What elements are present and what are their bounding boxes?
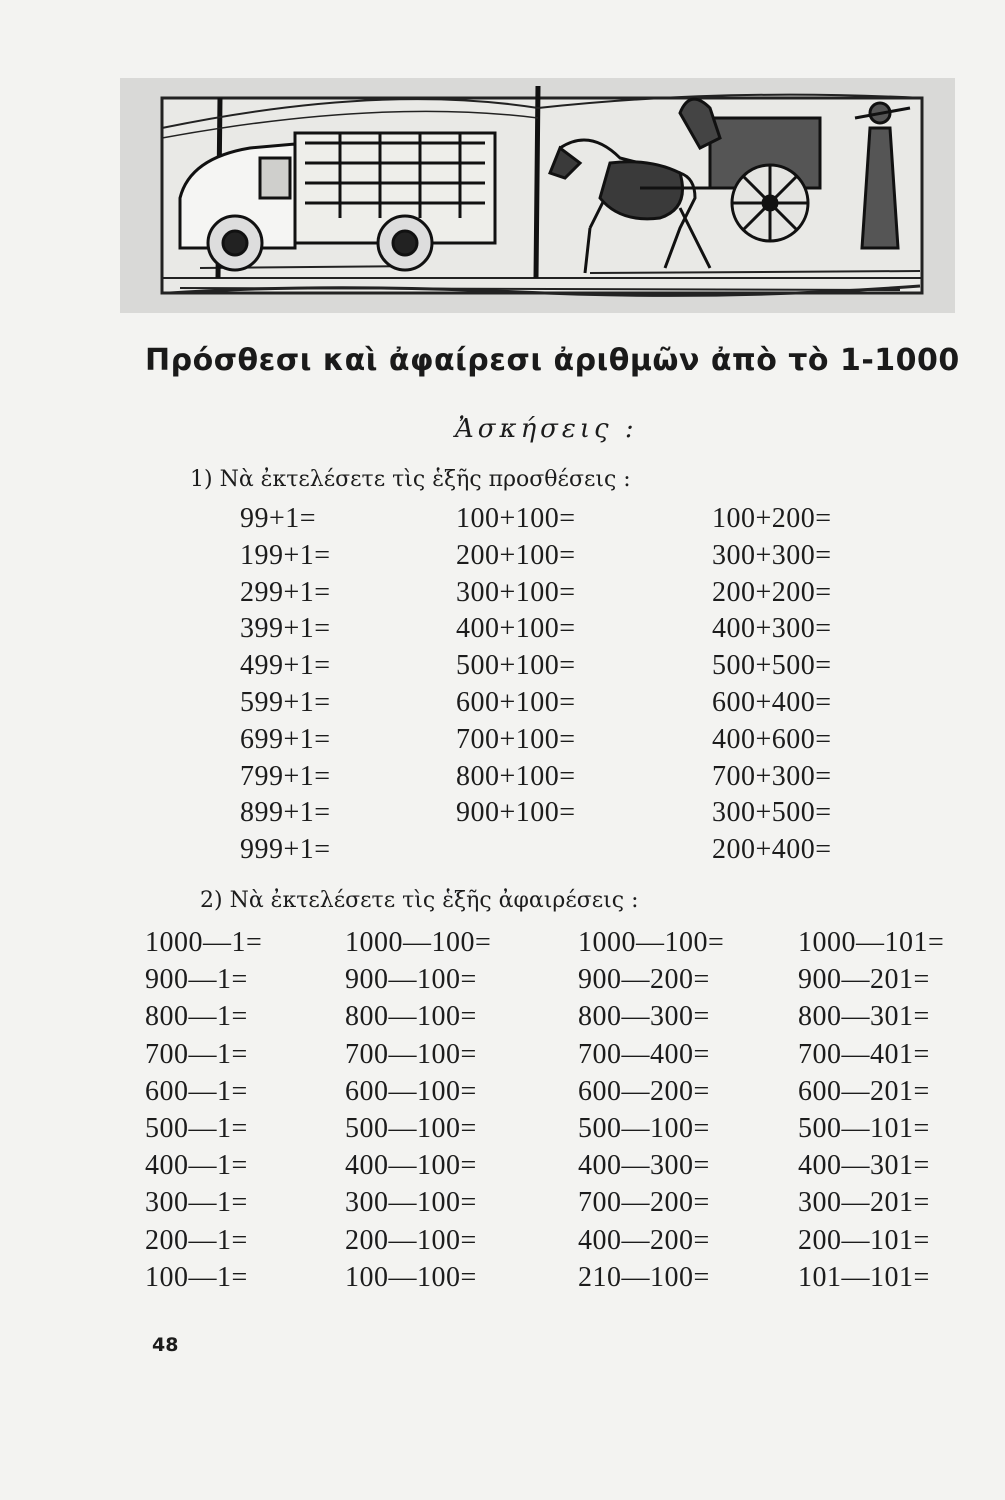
exercise-item: 400+100=: [456, 613, 576, 645]
exercise-item: 700+300=: [712, 760, 832, 792]
exercise-item: 700—200=: [578, 1187, 710, 1219]
exercise-item: 400—1=: [145, 1150, 248, 1182]
exercise-item: 299+1=: [240, 576, 331, 608]
exercise-item: 300—100=: [345, 1187, 477, 1219]
exercise-item: 400—301=: [798, 1150, 930, 1182]
subtraction-column-2: [345, 924, 491, 1296]
exercise-item: 800—1=: [145, 1001, 248, 1033]
exercise-item: 200+200=: [712, 576, 832, 608]
exercise-item: 300—1=: [145, 1187, 248, 1219]
exercise-item: 1000—101=: [798, 927, 945, 958]
exercise-item: 800—100=: [345, 1001, 477, 1033]
street-scene-illustration: [120, 78, 955, 313]
exercise-item: 399+1=: [240, 613, 331, 645]
exercise-item: 999+1=: [240, 834, 331, 866]
exercise-item: 500—1=: [145, 1112, 248, 1144]
exercise-item: 500—101=: [798, 1112, 930, 1144]
exercise-item: 400+300=: [712, 613, 832, 645]
exercise-item: 100+200=: [712, 503, 832, 534]
exercise-item: 500+500=: [712, 650, 832, 682]
exercise-item: 600—100=: [345, 1075, 477, 1107]
exercise-item: 100—1=: [145, 1261, 248, 1293]
exercise-item: 300—201=: [798, 1187, 930, 1219]
exercise-item: 200—101=: [798, 1224, 930, 1256]
exercise-item: 500—100=: [345, 1112, 477, 1144]
exercise-item: 700—100=: [345, 1038, 477, 1070]
exercise-item: 700—400=: [578, 1038, 710, 1070]
exercise-item: 200—1=: [145, 1224, 248, 1256]
exercise-item: 1000—100=: [578, 927, 725, 958]
exercise-item: 400+600=: [712, 723, 832, 755]
exercise-item: 300+500=: [712, 797, 832, 829]
exercise-item: 200—100=: [345, 1224, 477, 1256]
exercise-item: 799+1=: [240, 760, 331, 792]
exercise-item: 499+1=: [240, 650, 331, 682]
exercise-item: 200+400=: [712, 834, 832, 866]
exercise-item: 200+100=: [456, 539, 576, 571]
exercise-item: 300+100=: [456, 576, 576, 608]
addition-column-1: [240, 501, 331, 869]
exercise-item: 900—200=: [578, 964, 710, 996]
addition-column-3: [712, 501, 832, 869]
exercise-item: 900—1=: [145, 964, 248, 996]
exercise-item: 99+1=: [240, 503, 317, 534]
exercise-item: 600+100=: [456, 686, 576, 718]
exercise-item: 900—201=: [798, 964, 930, 996]
exercise-item: 500—100=: [578, 1112, 710, 1144]
exercise-item: 400—100=: [345, 1150, 477, 1182]
subtraction-column-1: [145, 924, 262, 1296]
exercises-heading: Ἀσκήσεις :: [455, 414, 638, 444]
exercise-item: 1000—100=: [345, 927, 492, 958]
exercise-item: 900+100=: [456, 797, 576, 829]
exercise-item: 400—300=: [578, 1150, 710, 1182]
exercise-item: 800—300=: [578, 1001, 710, 1033]
exercise-item: 900—100=: [345, 964, 477, 996]
exercise-item: 899+1=: [240, 797, 331, 829]
exercise-item: 600+400=: [712, 686, 832, 718]
exercise-item: 700—1=: [145, 1038, 248, 1070]
exercise-item: 400—200=: [578, 1224, 710, 1256]
addition-instruction: 1) Νὰ ἐκτελέσετε τὶς ἑξῆς προσθέσεις :: [190, 467, 631, 492]
exercise-item: 800—301=: [798, 1001, 930, 1033]
exercise-item: 210—100=: [578, 1261, 710, 1293]
addition-column-2: [456, 501, 576, 832]
exercise-item: 700+100=: [456, 723, 576, 755]
exercise-item: 600—1=: [145, 1075, 248, 1107]
exercise-item: 199+1=: [240, 539, 331, 571]
exercise-item: 600—201=: [798, 1075, 930, 1107]
exercise-item: 300+300=: [712, 539, 832, 571]
exercise-item: 800+100=: [456, 760, 576, 792]
subtraction-instruction: 2) Νὰ ἐκτελέσετε τὶς ἑξῆς ἀφαιρέσεις :: [200, 888, 639, 913]
page-title: Πρόσθεσι καὶ ἀφαίρεσι ἀριθμῶν ἀπὸ τὸ 1-1000: [145, 343, 960, 378]
exercise-item: 101—101=: [798, 1261, 930, 1293]
exercise-item: 600—200=: [578, 1075, 710, 1107]
exercise-item: 1000—1=: [145, 927, 263, 958]
exercise-item: 599+1=: [240, 686, 331, 718]
subtraction-column-4: [798, 924, 944, 1296]
page-number: 48: [152, 1334, 179, 1356]
exercise-item: 700—401=: [798, 1038, 930, 1070]
subtraction-column-3: [578, 924, 724, 1296]
exercise-item: 699+1=: [240, 723, 331, 755]
exercise-item: 500+100=: [456, 650, 576, 682]
exercise-item: 100+100=: [456, 503, 576, 534]
exercise-item: 100—100=: [345, 1261, 477, 1293]
